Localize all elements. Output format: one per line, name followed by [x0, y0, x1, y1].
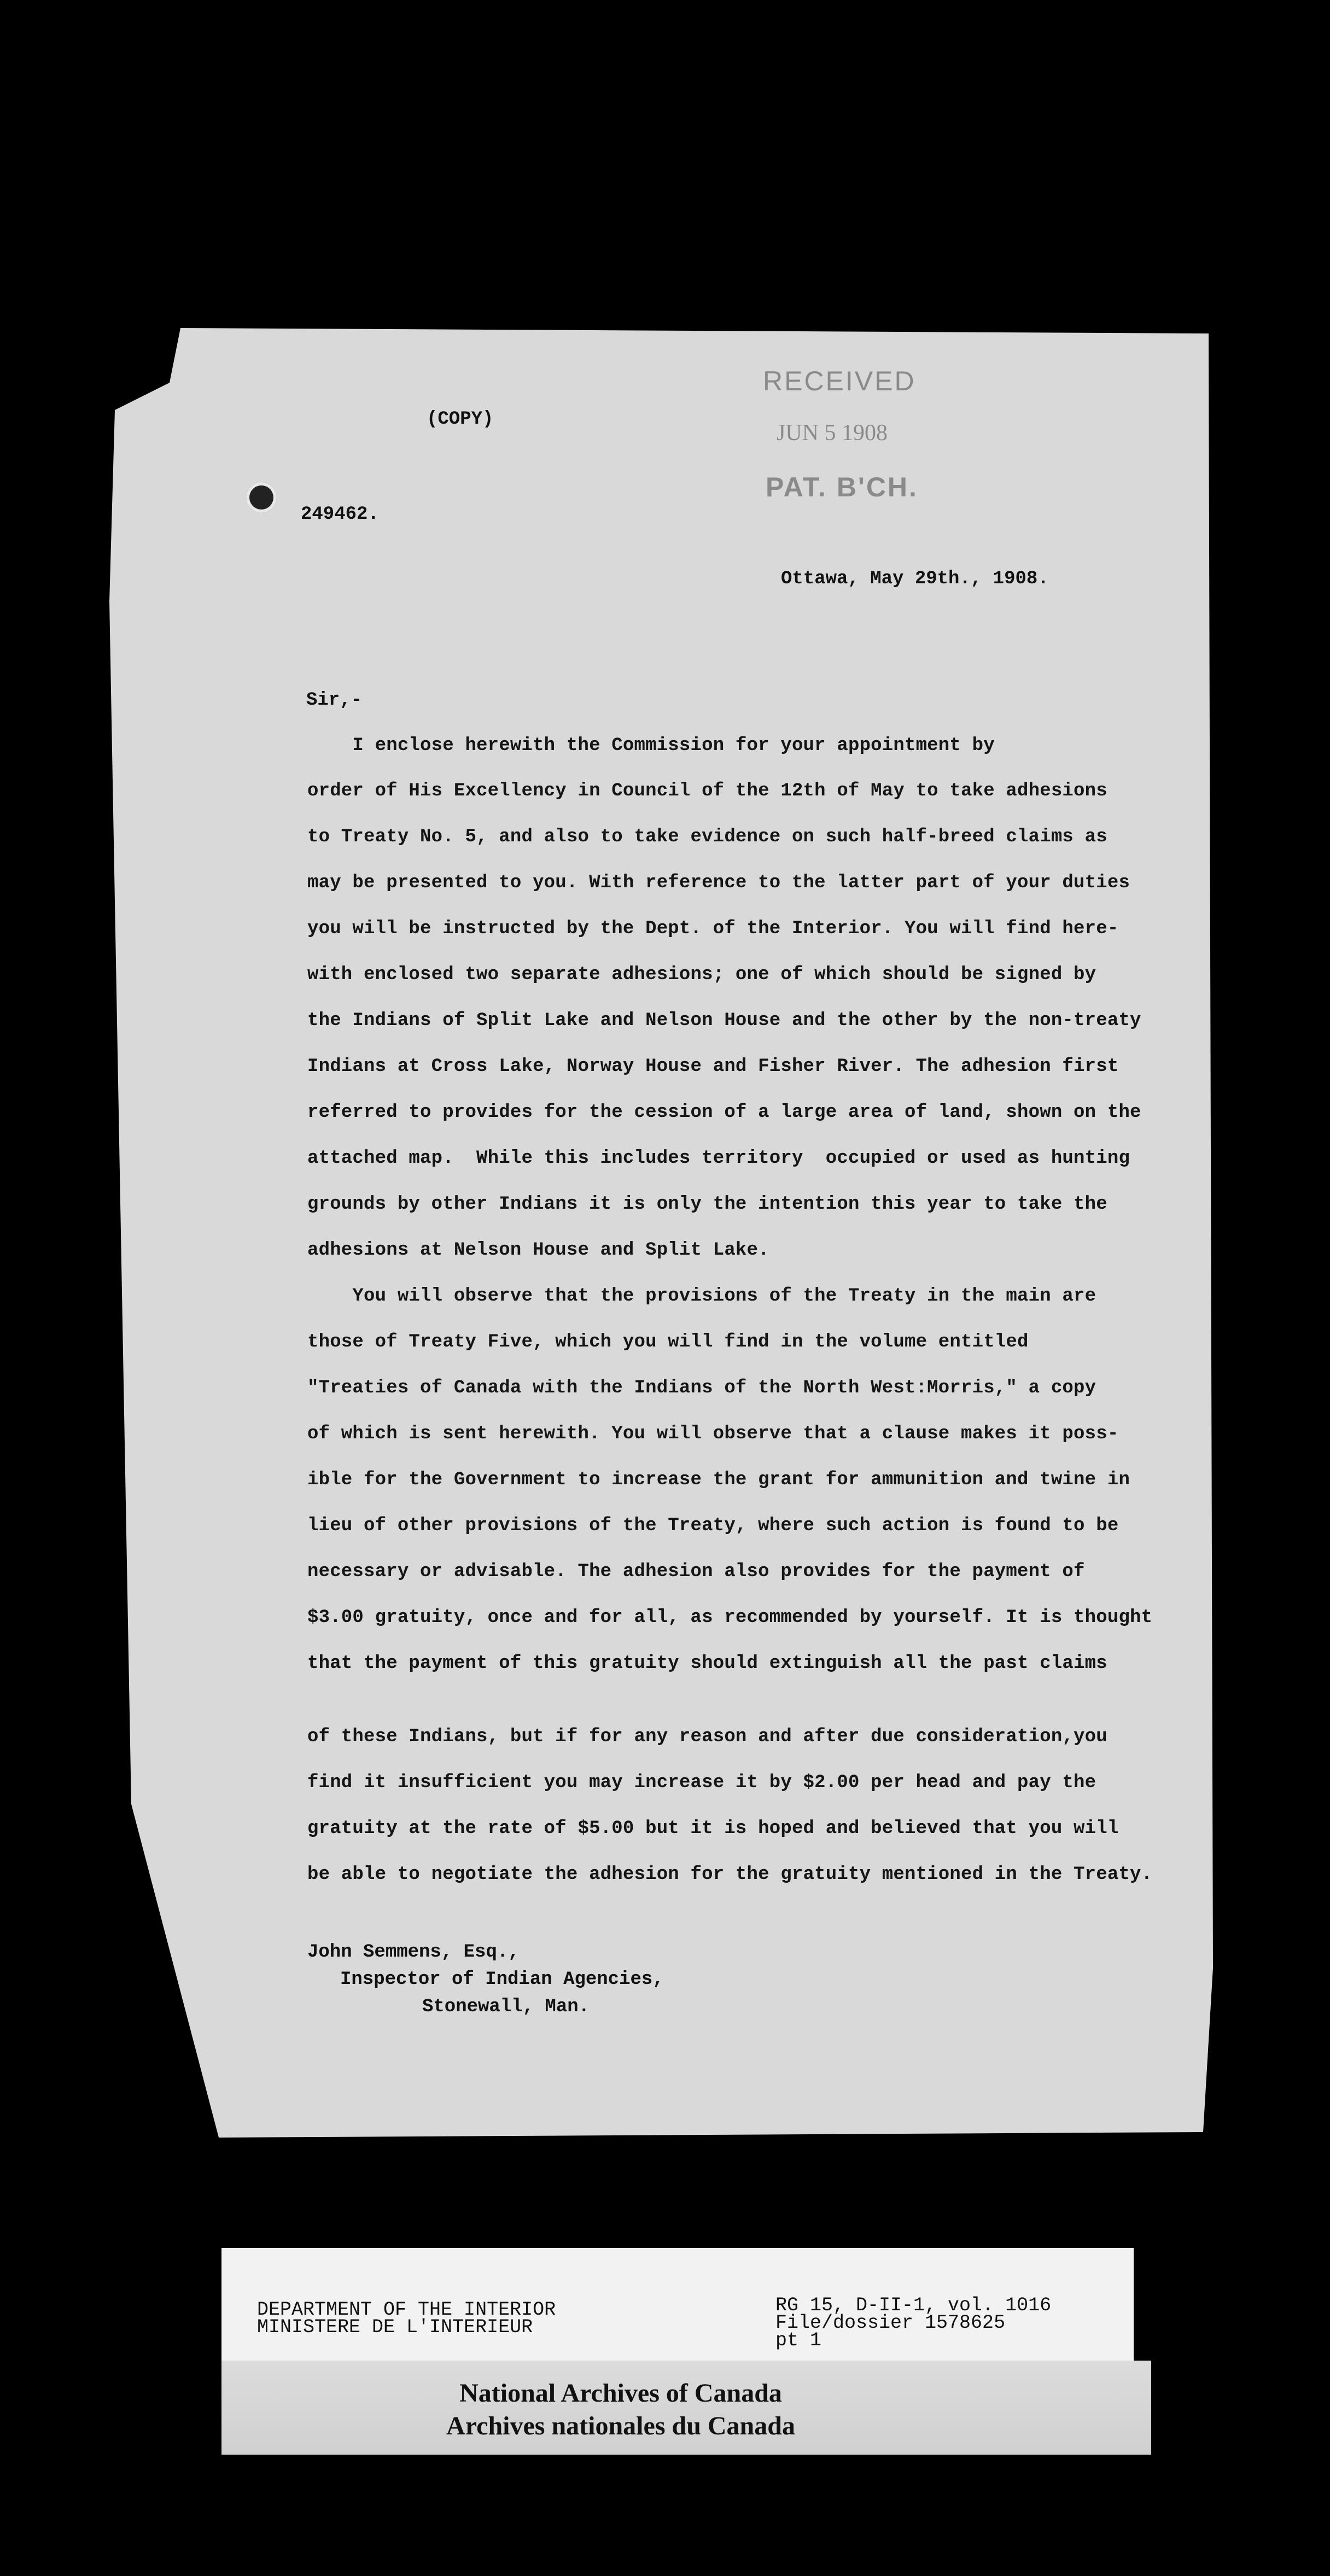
received-stamp-date: JUN 5 1908	[777, 420, 888, 446]
received-stamp-line1: RECEIVED	[763, 366, 916, 396]
body-line: gratuity at the rate of $5.00 but it is hoped and believed that you will	[307, 1818, 1119, 1839]
received-stamp-branch: PAT. B'CH.	[766, 472, 918, 502]
reference-line1: RG 15, D-II-1, vol. 1016	[775, 2294, 1052, 2316]
reference-line3: pt 1	[775, 2329, 822, 2351]
body-line: to Treaty No. 5, and also to take evidence on such half-breed claims as	[307, 827, 1107, 847]
body-line: referred to provides for the cession of a large area of land, shown on the	[307, 1102, 1141, 1123]
department-french: MINISTERE DE L'INTERIEUR	[257, 2316, 533, 2338]
body-line: you will be instructed by the Dept. of the Interior. You will find here-	[307, 918, 1119, 939]
body-line: be able to negotiate the adhesion for the gratuity mentioned in the Treaty.	[307, 1864, 1153, 1885]
body-line: "Treaties of Canada with the Indians of the North West:Morris," a copy	[307, 1378, 1096, 1398]
body-line: with enclosed two separate adhesions; one of which should be signed by	[307, 964, 1096, 985]
body-line: Indians at Cross Lake, Norway House and Fisher River. The adhesion first	[307, 1056, 1119, 1077]
reference-line2: File/dossier 1578625	[775, 2312, 1006, 2334]
body-line: necessary or advisable. The adhesion also provides for the payment of	[307, 1561, 1085, 1582]
body-line: grounds by other Indians it is only the intention this year to take the	[307, 1194, 1107, 1215]
file-number: 249462.	[301, 504, 379, 525]
archives-name-english: National Archives of Canada	[459, 2379, 782, 2408]
body-line: that the payment of this gratuity should extinguish all the past claims	[307, 1653, 1107, 1674]
body-line: attached map. While this includes territory occupied or used as hunting	[307, 1148, 1130, 1169]
archives-name-french: Archives nationales du Canada	[446, 2411, 795, 2440]
body-line: those of Treaty Five, which you will find in the volume entitled	[307, 1332, 1029, 1353]
body-line: You will observe that the provisions of the Treaty in the main are	[307, 1286, 1096, 1307]
dateline: Ottawa, May 29th., 1908.	[781, 569, 1049, 589]
body-line: order of His Excellency in Council of the 12th of May to take adhesions	[307, 781, 1107, 801]
body-line: I enclose herewith the Commission for your appointment by	[307, 735, 995, 756]
salutation: Sir,-	[306, 690, 363, 711]
body-line: ible for the Government to increase the grant for ammunition and twine in	[307, 1470, 1130, 1490]
punch-hole	[246, 482, 277, 513]
body-line: of which is sent herewith. You will observe that a clause makes it poss-	[307, 1424, 1119, 1444]
addressee-location: Stonewall, Man.	[422, 1997, 590, 2017]
body-line: $3.00 gratuity, once and for all, as recommended by yourself. It is thought	[307, 1607, 1153, 1628]
copy-mark: (COPY)	[427, 409, 494, 430]
body-line: lieu of other provisions of the Treaty, where such action is found to be	[307, 1515, 1119, 1536]
body-line: the Indians of Split Lake and Nelson House and the other by the non-treaty	[307, 1010, 1141, 1031]
body-line: of these Indians, but if for any reason and after due consideration,you	[307, 1726, 1107, 1747]
body-line: adhesions at Nelson House and Split Lake.	[307, 1240, 769, 1261]
addressee-name: John Semmens, Esq.,	[307, 1942, 520, 1963]
body-line: find it insufficient you may increase it by $2.00 per head and pay the	[307, 1772, 1096, 1793]
body-line: may be presented to you. With reference to the latter part of your duties	[307, 873, 1130, 893]
department-english: DEPARTMENT OF THE INTERIOR	[257, 2299, 556, 2321]
addressee-title: Inspector of Indian Agencies,	[340, 1969, 664, 1990]
